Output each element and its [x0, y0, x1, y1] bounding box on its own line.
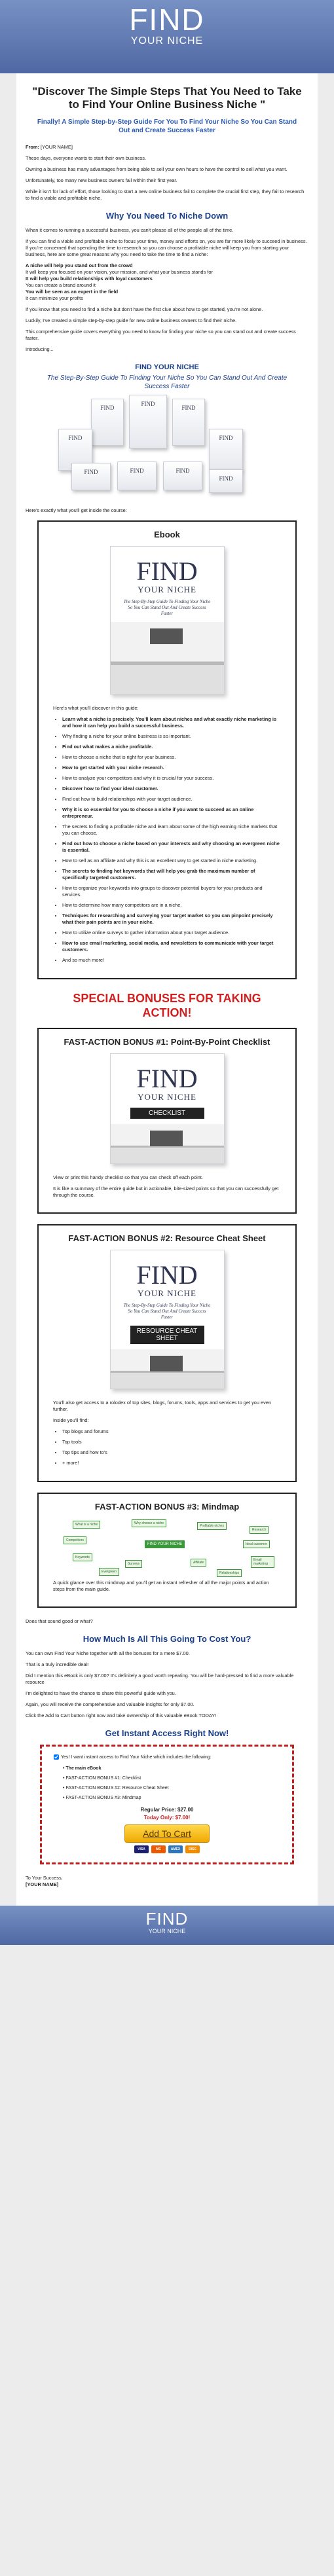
niche-paragraph: This comprehensive guide covers everything you need to know for finding your niche so you can stand out and create success faster.	[26, 329, 296, 341]
footer	[0, 1906, 334, 1945]
book-mockup: FIND	[71, 463, 111, 490]
order-intro: Yes! I want instant access to Find Your Niche which includes the following:	[54, 1754, 280, 1761]
cost-paragraph: You can own Find Your Niche together with all the bonuses for a mere $7.00.	[26, 1650, 190, 1656]
sales-page	[16, 73, 318, 1906]
mindmap-node: Surveys	[125, 1560, 142, 1568]
cost-paragraph: I'm delighted to have the chance to share this powerful guide with you.	[26, 1690, 176, 1696]
logo-subtitle: YOUR NICHE	[130, 35, 204, 46]
mindmap-node: Affiliate	[191, 1559, 206, 1567]
list-item: • How to organize your keywords into groups to discover potential buyers for your products and services.	[62, 885, 281, 898]
list-item: It will help you build relationships with loyal customers	[26, 276, 153, 281]
list-item: • Techniques for researching and surveying your target market so you can pinpoint precisely what their pain points are in your niche.	[62, 913, 281, 926]
logo-title: FIND	[129, 3, 205, 37]
niche-paragraph: Introducing...	[26, 346, 54, 352]
bonus1-card	[37, 1028, 297, 1214]
list-item: • Find out how to choose a niche based on your interests and why choosing an evergreen niche is essential.	[62, 841, 281, 854]
desk-photo	[111, 1349, 224, 1388]
mindmap-node: Why choose a niche	[132, 1519, 166, 1527]
ebook-intro: Here's what you'll discover in this guide:	[53, 705, 139, 711]
bonus-paragraph: Inside you'll find:	[53, 1417, 89, 1423]
list-item: • + more!	[62, 1460, 281, 1466]
list-item: • Find out what makes a niche profitable.	[62, 744, 281, 750]
list-item: • Top tips and how to's	[62, 1449, 281, 1456]
book-mockup: FIND	[209, 469, 243, 493]
cost-paragraph: Did I mention this eBook is only $7.00? It's definitely a good worth repeating. You will be hard-pressed to find a more valuable resource	[26, 1673, 294, 1685]
book-mockup: FIND	[58, 429, 92, 471]
desk-photo	[111, 622, 224, 694]
list-item: • Top tools	[62, 1439, 281, 1445]
list-item: • The secrets to finding a profitable niche and learn about some of the high earning niche markets that you can choose.	[62, 824, 281, 837]
list-item: • Learn what a niche is precisely. You'll learn about niches and what exactly niche marketing is and how it can help you build a successful business.	[62, 716, 281, 729]
footer-logo-subtitle: YOUR NICHE	[148, 1928, 186, 1934]
checklist-cover: FIND YOUR NICHE CHECKLIST	[110, 1053, 225, 1164]
product-title: FIND YOUR NICHE	[135, 363, 199, 371]
list-item: • How to analyze your competitors and why it is crucial for your success.	[62, 775, 281, 782]
letter-paragraph: While it isn't for lack of effort, those looking to start a new online business fail to complete the crucial first step, they fail to research to find a viable and profitable niche.	[26, 189, 305, 201]
list-item: • Why it is so essential for you to choose a niche if you want to succeed as an online entrepreneur.	[62, 807, 281, 820]
book-mockup: FIND	[129, 395, 167, 448]
from-line: From: [YOUR NAME]	[26, 144, 73, 150]
desk-photo	[111, 1124, 224, 1163]
ebook-cover: FIND YOUR NICHE The Step-By-Step Guide To Finding Your Niche So You Can Stand Out And Create Success Faster	[110, 546, 225, 695]
mastercard-icon: MC	[151, 1845, 166, 1853]
list-item: • How to utilize online surveys to gather information about your target audience.	[62, 930, 281, 936]
mindmap-node: What is a niche	[73, 1521, 100, 1529]
add-to-cart-button[interactable]: Add To Cart	[124, 1824, 210, 1843]
cost-paragraph: Again, you will receive the comprehensive and valuable insights for only $7.00.	[26, 1701, 195, 1707]
amex-icon: AMEX	[168, 1845, 183, 1853]
letter-paragraph: These days, everyone wants to start their own business.	[26, 155, 147, 161]
letter-paragraph: Unfortunately, too many new business owners fail within their first year.	[26, 177, 177, 183]
letter-paragraph: Owning a business has many advantages from being able to sell your own hours to have the control to sell what you want.	[26, 166, 288, 172]
order-box	[40, 1745, 294, 1864]
mindmap-node: Ideal customer	[243, 1540, 270, 1548]
mindmap-node: Profitable niches	[197, 1522, 227, 1530]
list-item: You can create a brand around it	[26, 282, 96, 288]
mindmap-center-node: FIND YOUR NICHE	[145, 1540, 185, 1548]
bonus-paragraph: It is like a summary of the entire guide but in actionable, bite-sized points so that you can successfully get through the course.	[53, 1186, 279, 1198]
bonus-heading: SPECIAL BONUSES FOR TAKING ACTION!	[73, 992, 261, 1019]
list-item: You will be seen as an expert in the field	[26, 289, 119, 295]
mindmap-node: Keywords	[73, 1553, 92, 1561]
order-title: Get Instant Access Right Now!	[105, 1728, 229, 1738]
signoff: To Your Success, [YOUR NAME]	[26, 1875, 63, 1887]
list-item: It can minimize your profits	[26, 295, 83, 301]
list-item: • How to choose a niche that is right for your business.	[62, 754, 281, 761]
niche-paragraph: If you can find a viable and profitable niche to focus your time, money and efforts on, you are far more likely to succeed in business. If you're concerned that spending the time to research so you can choose a profitable niche will keep you from starting your business, here are some great reasons why you need to take the time to find a niche:	[26, 238, 307, 257]
book-mockup: FIND	[91, 399, 124, 446]
bonus2-card	[37, 1224, 297, 1482]
niche-paragraph: If you know that you need to find a niche but don't have the first clue about how to get started, you're not alone.	[26, 306, 263, 312]
list-item: • Find out how to build relationships with your target audience.	[62, 796, 281, 803]
section-title-niche: Why You Need To Niche Down	[105, 211, 229, 221]
card-title: FAST-ACTION BONUS #3: Mindmap	[94, 1502, 240, 1512]
list-item: • Discover how to find your ideal customer.	[62, 786, 281, 792]
mindmap-node: Email marketing	[251, 1556, 274, 1568]
list-item: It will keep you focused on your vision, your mission, and what your business stands for	[26, 269, 213, 275]
list-item: • How to determine how many competitors are in a niche.	[62, 902, 281, 909]
mindmap-node: Relationships	[217, 1569, 242, 1577]
discover-icon: DISC	[185, 1845, 200, 1853]
list-item: A niche will help you stand out from the crowd	[26, 263, 133, 268]
bonus-paragraph: A quick glance over this mindmap and you'll get an instant refresher of all the major points and action steps from the main guide.	[53, 1580, 269, 1592]
header	[0, 0, 334, 73]
list-item: • And so much more!	[62, 957, 281, 964]
bonus-paragraph: You'll also get access to a rolodex of top sites, blogs, forums, tools, apps and services to get you even further.	[53, 1400, 272, 1412]
list-item: • The secrets to finding hot keywords that will help you grab the maximum number of specifically targeted customers.	[62, 868, 281, 881]
niche-paragraph: Luckily, I've created a simple step-by-step guide for new online business owners to find their niche.	[26, 317, 237, 323]
card-title: FAST-ACTION BONUS #1: Point-By-Point Checklist	[64, 1037, 270, 1047]
subheadline: Finally! A Simple Step-by-Step Guide For You To Find Your Niche So You Can Stand Out and Create Success Faster	[37, 118, 297, 134]
list-item: • FAST-ACTION BONUS #1: Checklist	[63, 1775, 280, 1782]
payment-cards	[54, 1845, 280, 1853]
footer-logo-title: FIND	[145, 1909, 189, 1929]
cost-paragraph: That is a truly incredible deal!	[26, 1661, 89, 1667]
agree-checkbox[interactable]	[54, 1754, 59, 1760]
resource-list	[53, 1428, 281, 1466]
card-title: FAST-ACTION BONUS #2: Resource Cheat Sheet	[68, 1233, 266, 1243]
order-items	[54, 1766, 280, 1802]
list-item: • Why finding a niche for your online business is so important.	[62, 733, 281, 740]
niche-reasons-list	[26, 263, 308, 302]
cost-title: How Much Is All This Going To Cost You?	[83, 1634, 251, 1644]
book-mockup: FIND	[117, 462, 157, 490]
product-bundle-image	[52, 399, 282, 497]
regular-price: Regular Price: $27.00	[140, 1807, 194, 1813]
ebook-card	[37, 520, 297, 979]
list-item: • How to sell as an affiliate and why this is an excellent way to get started in niche marketing.	[62, 858, 281, 864]
bonus3-card	[37, 1493, 297, 1608]
course-intro: Here's exactly what you'll get inside the course:	[26, 507, 127, 513]
book-mockup: FIND	[209, 429, 243, 471]
visa-icon: VISA	[134, 1845, 149, 1853]
cheatsheet-cover: FIND YOUR NICHE The Step-By-Step Guide To Finding Your Niche So You Can Stand Out And Create Success Faster RESOURCE CHEAT SHEET	[110, 1250, 225, 1389]
card-title: Ebook	[154, 530, 180, 539]
mindmap-node: Competitors	[64, 1536, 86, 1544]
list-item: • FAST-ACTION BONUS #3: Mindmap	[63, 1795, 280, 1802]
mindmap-node: Research	[250, 1526, 269, 1534]
bonus-paragraph: View or print this handy checklist so that you can check off each point.	[53, 1174, 203, 1180]
cost-paragraph: Click the Add to Cart button right now and take ownership of this valuable eBook TODAY!	[26, 1713, 217, 1718]
ebook-feature-list	[53, 716, 281, 964]
list-item: • How to use email marketing, social media, and newsletters to communicate with your target customers.	[62, 940, 281, 953]
book-mockup: FIND	[172, 399, 205, 446]
mindmap-node: Evergreen	[99, 1568, 119, 1576]
after-bonus-text: Does that sound good or what?	[26, 1618, 93, 1624]
niche-paragraph: When it comes to running a successful business, you can't please all of the people all of the time.	[26, 227, 234, 233]
mindmap-image	[60, 1518, 274, 1573]
product-subtitle: The Step-By-Step Guide To Finding Your Niche So You Can Stand Out And Create Success Faster	[46, 374, 288, 390]
today-price: Today Only: $7.00!	[143, 1815, 191, 1821]
list-item: • FAST-ACTION BONUS #2: Resource Cheat Sheet	[63, 1785, 280, 1792]
list-item: • Top blogs and forums	[62, 1428, 281, 1435]
headline: "Discover The Simple Steps That You Need to Take to Find Your Online Business Niche "	[32, 85, 302, 111]
list-item: • The main eBook	[63, 1766, 280, 1772]
list-item: • How to get started with your niche research.	[62, 765, 281, 771]
book-mockup: FIND	[163, 462, 202, 490]
